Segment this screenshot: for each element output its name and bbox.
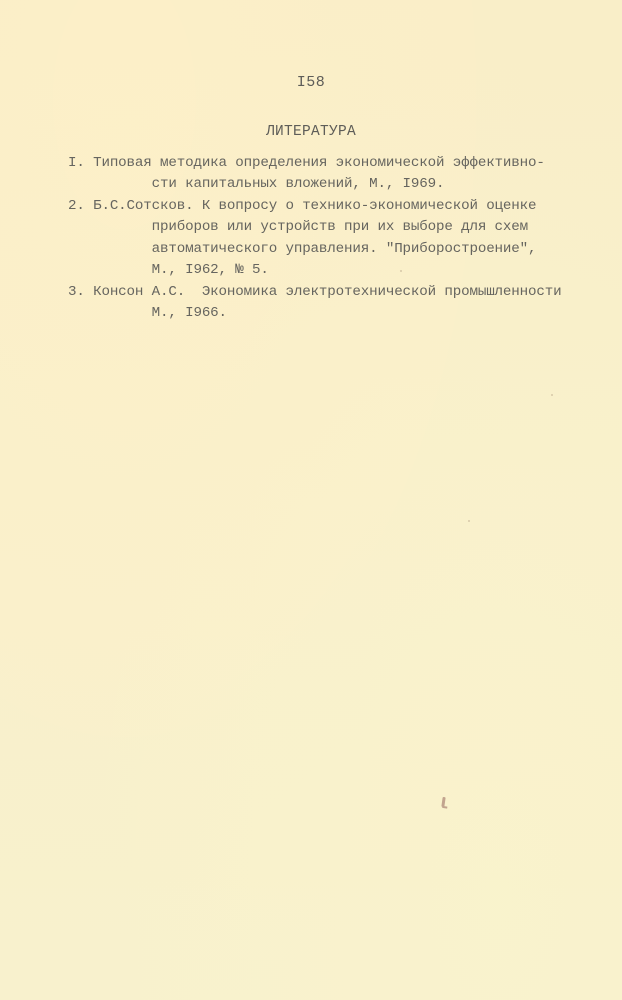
reference-3-line-2: М., I966. (68, 305, 227, 321)
reference-2-line-4: М., I962, № 5. (68, 262, 269, 278)
paper-speck (400, 270, 402, 272)
reference-1-line-1: I. Типовая методика определения экономической эффективно- (68, 155, 545, 171)
reference-2-line-3: автоматического управления. "Приборостроение", (68, 241, 537, 257)
reference-2-line-1: 2. Б.С.Сотсков. К вопросу о технико-экономической оценке (68, 198, 537, 214)
section-heading: ЛИТЕРАТУРА (265, 124, 356, 140)
ink-mark (441, 797, 445, 807)
paper-speck (551, 394, 553, 396)
paper-speck (468, 520, 470, 522)
reference-1-line-2: сти капитальных вложений, М., I969. (68, 176, 445, 192)
reference-3-line-1: 3. Консон А.С. Экономика электротехнической промышленности (68, 284, 562, 300)
reference-2-line-2: приборов или устройств при их выборе для схем (68, 219, 529, 235)
page-number: I58 (296, 74, 326, 91)
